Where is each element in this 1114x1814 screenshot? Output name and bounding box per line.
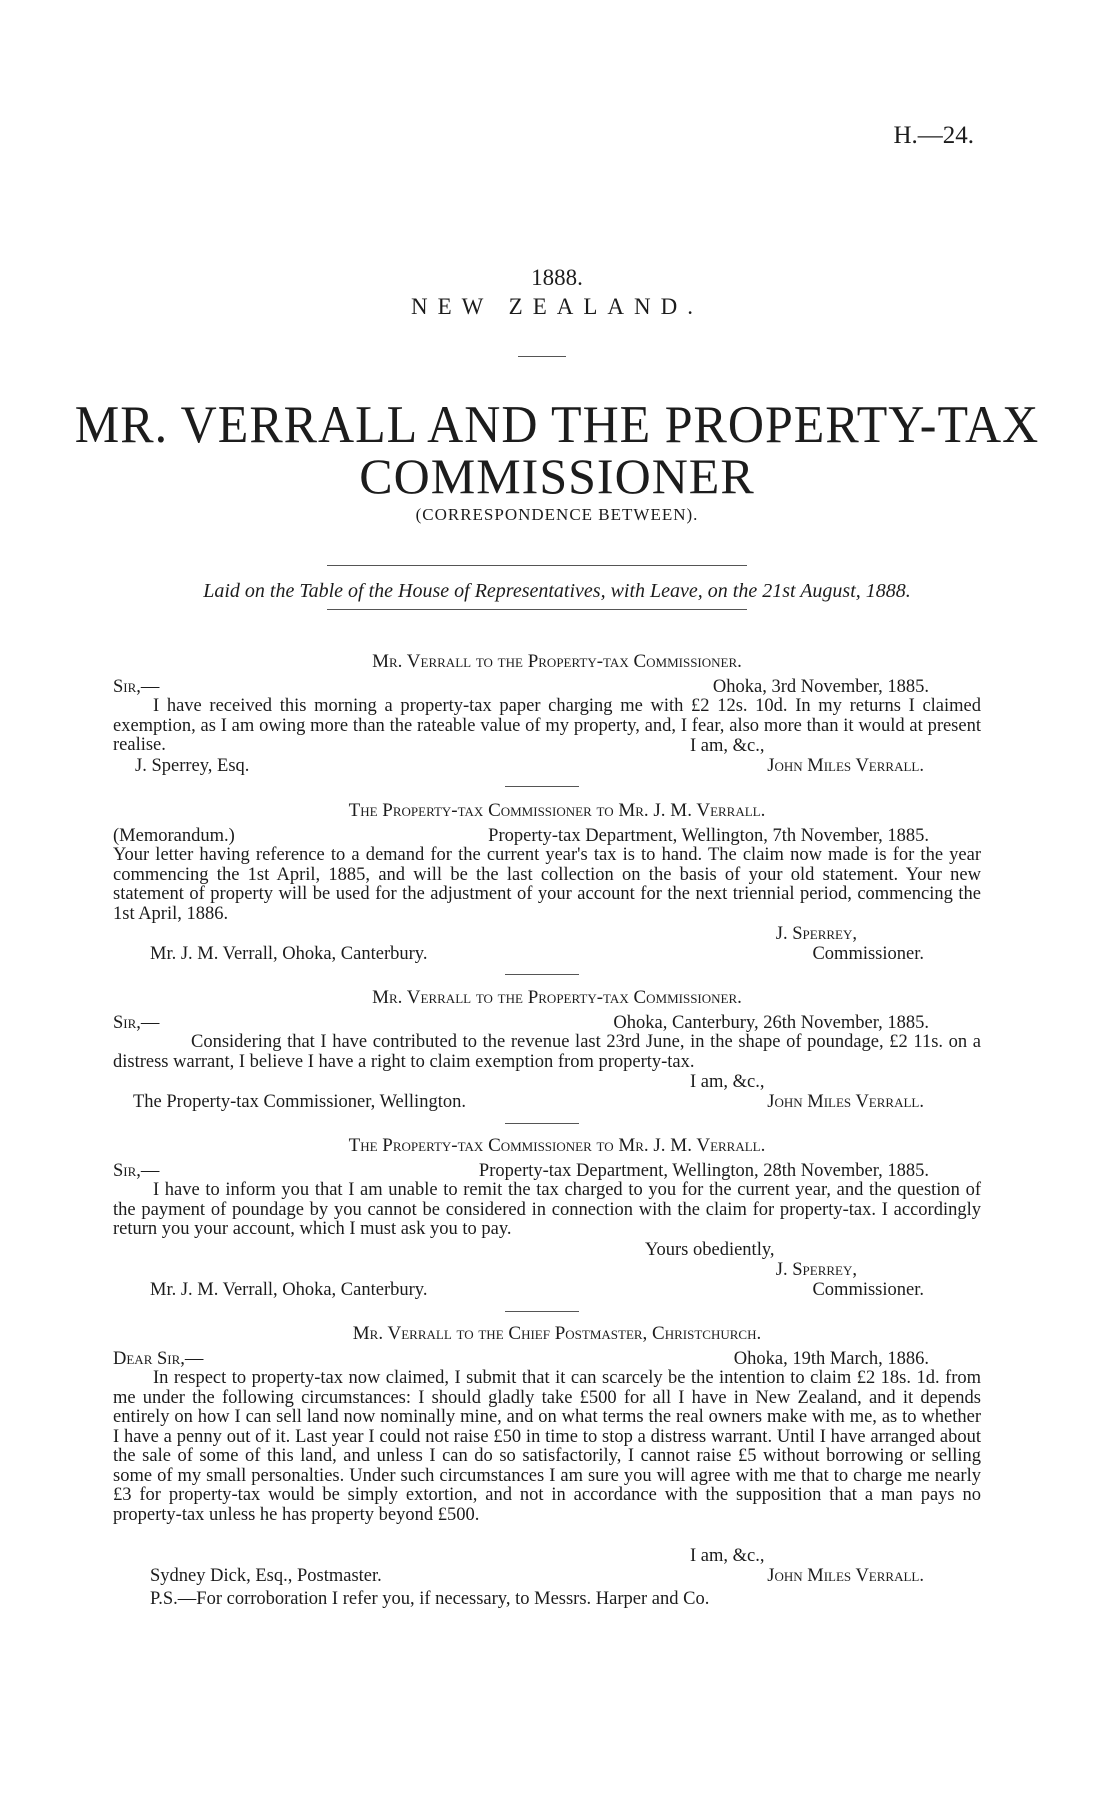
- title-subtitle: (CORRESPONDENCE BETWEEN).: [415, 505, 699, 524]
- letter-body: I have to inform you that I am unable to remit the tax charged to you for the current year, and the question of the payment of poundage by you cannot be considered in connection with the claim for property-tax. I accordingly return you your account, which I must ask you to pay.: [113, 1180, 981, 1239]
- divider: [505, 786, 579, 787]
- year: 1888.: [531, 265, 583, 290]
- laid-on-table-note: Laid on the Table of the House of Representatives, with Leave, on the 21st August, 1888.: [203, 580, 911, 602]
- letter-closing: I am, &c.,: [690, 736, 765, 756]
- letter-signature: J. Sperrey,: [775, 1260, 857, 1280]
- letter-heading: The Property-tax Commissioner to Mr. J. M. Verrall.: [348, 1135, 766, 1156]
- letter-place-date: Ohoka, 19th March, 1886.: [733, 1349, 929, 1369]
- letter-heading: Mr. Verrall to the Property-tax Commissioner.: [372, 651, 742, 672]
- letter-place-date: Ohoka, Canterbury, 26th November, 1885.: [613, 1013, 929, 1033]
- letter-body: Considering that I have contributed to the revenue last 23rd June, in the shape of poundage, £2 11s. on a distress warrant, I believe I have a right to claim exemption from property-tax.: [113, 1032, 981, 1072]
- letter-heading: The Property-tax Commissioner to Mr. J. M. Verrall.: [348, 800, 766, 821]
- divider: [505, 1123, 579, 1124]
- letter-body: I have received this morning a property-tax paper charging me with £2 12s. 10d. In my returns I claimed exemption, as I am owing more than the rateable value of my property, and, I fear, also more than it would at present realise.: [113, 696, 981, 755]
- letter-addressee: Mr. J. M. Verrall, Ohoka, Canterbury.: [150, 1280, 428, 1300]
- letter-signer-title: Commissioner.: [812, 1280, 924, 1300]
- letter-salutation: Dear Sir,—: [113, 1349, 204, 1369]
- letter-signature: John Miles Verrall.: [767, 1566, 924, 1586]
- letter-body: Your letter having reference to a demand for the current year's tax is to hand. The claim now made is for the year commencing the 1st April, 1885, and will be the last collection on the basis of your old statement. Your new statement of property will be used for the adjustment of your account for the next triennial period, commencing the 1st April, 1886.: [113, 845, 981, 924]
- letter-salutation: Sir,—: [113, 1161, 160, 1181]
- title-line-1: MR. VERRALL AND THE PROPERTY-TAX: [74, 394, 1040, 454]
- title-line-2: COMMISSIONER: [359, 448, 755, 504]
- paper-reference: H.—24.: [893, 122, 974, 149]
- letter-place-date: Property-tax Department, Wellington, 28th November, 1885.: [478, 1161, 929, 1181]
- letter-addressee: Sydney Dick, Esq., Postmaster.: [150, 1566, 382, 1586]
- letter-signature: J. Sperrey,: [775, 924, 857, 944]
- letter-addressee: The Property-tax Commissioner, Wellington.: [133, 1092, 466, 1112]
- letter-postscript: P.S.—For corroboration I refer you, if necessary, to Messrs. Harper and Co.: [150, 1589, 710, 1609]
- letter-signature: John Miles Verrall.: [767, 1092, 924, 1112]
- letter-closing: Yours obediently,: [645, 1240, 775, 1260]
- letter-salutation: Sir,—: [113, 677, 160, 697]
- letter-body: In respect to property-tax now claimed, I submit that it can scarcely be the intention to claim £2 18s. 1d. from me under the following circumstances: I should gladly take £500 for all I have in New Zealand, and it depends entirely on how I can sell land now nominally mine, and on what terms the real owners make with me, as to whether I have a penny out of it. Last year I could not raise £50 in time to stop a distress warrant. Until I have arranged about the sale of some of this land, and unless I can do so satisfactorily, I cannot raise £5 without borrowing or selling some of my small personalties. Under such circumstances I am sure you will agree with me that to charge me nearly £3 for property-tax would be simply extortion, and not in accordance with the supposition that a man pays no property-tax unless he has property beyond £500.: [113, 1368, 981, 1525]
- letter-addressee: Mr. J. M. Verrall, Ohoka, Canterbury.: [150, 944, 428, 964]
- divider: [327, 565, 747, 566]
- letter-salutation: (Memorandum.): [113, 826, 235, 846]
- letter-signer-title: Commissioner.: [812, 944, 924, 964]
- letter-closing: I am, &c.,: [690, 1546, 765, 1566]
- country: NEW ZEALAND.: [410, 294, 704, 319]
- letter-heading: Mr. Verrall to the Property-tax Commissioner.: [372, 987, 742, 1008]
- letter-place-date: Ohoka, 3rd November, 1885.: [712, 677, 929, 697]
- divider: [518, 356, 566, 357]
- letter-addressee: J. Sperrey, Esq.: [135, 756, 250, 776]
- letter-salutation: Sir,—: [113, 1013, 160, 1033]
- letter-heading: Mr. Verrall to the Chief Postmaster, Christchurch.: [352, 1323, 762, 1344]
- divider: [327, 609, 747, 610]
- letter-place-date: Property-tax Department, Wellington, 7th November, 1885.: [488, 826, 929, 846]
- letter-signature: John Miles Verrall.: [767, 756, 924, 776]
- divider: [505, 974, 579, 975]
- divider: [505, 1311, 579, 1312]
- letter-closing: I am, &c.,: [690, 1072, 765, 1092]
